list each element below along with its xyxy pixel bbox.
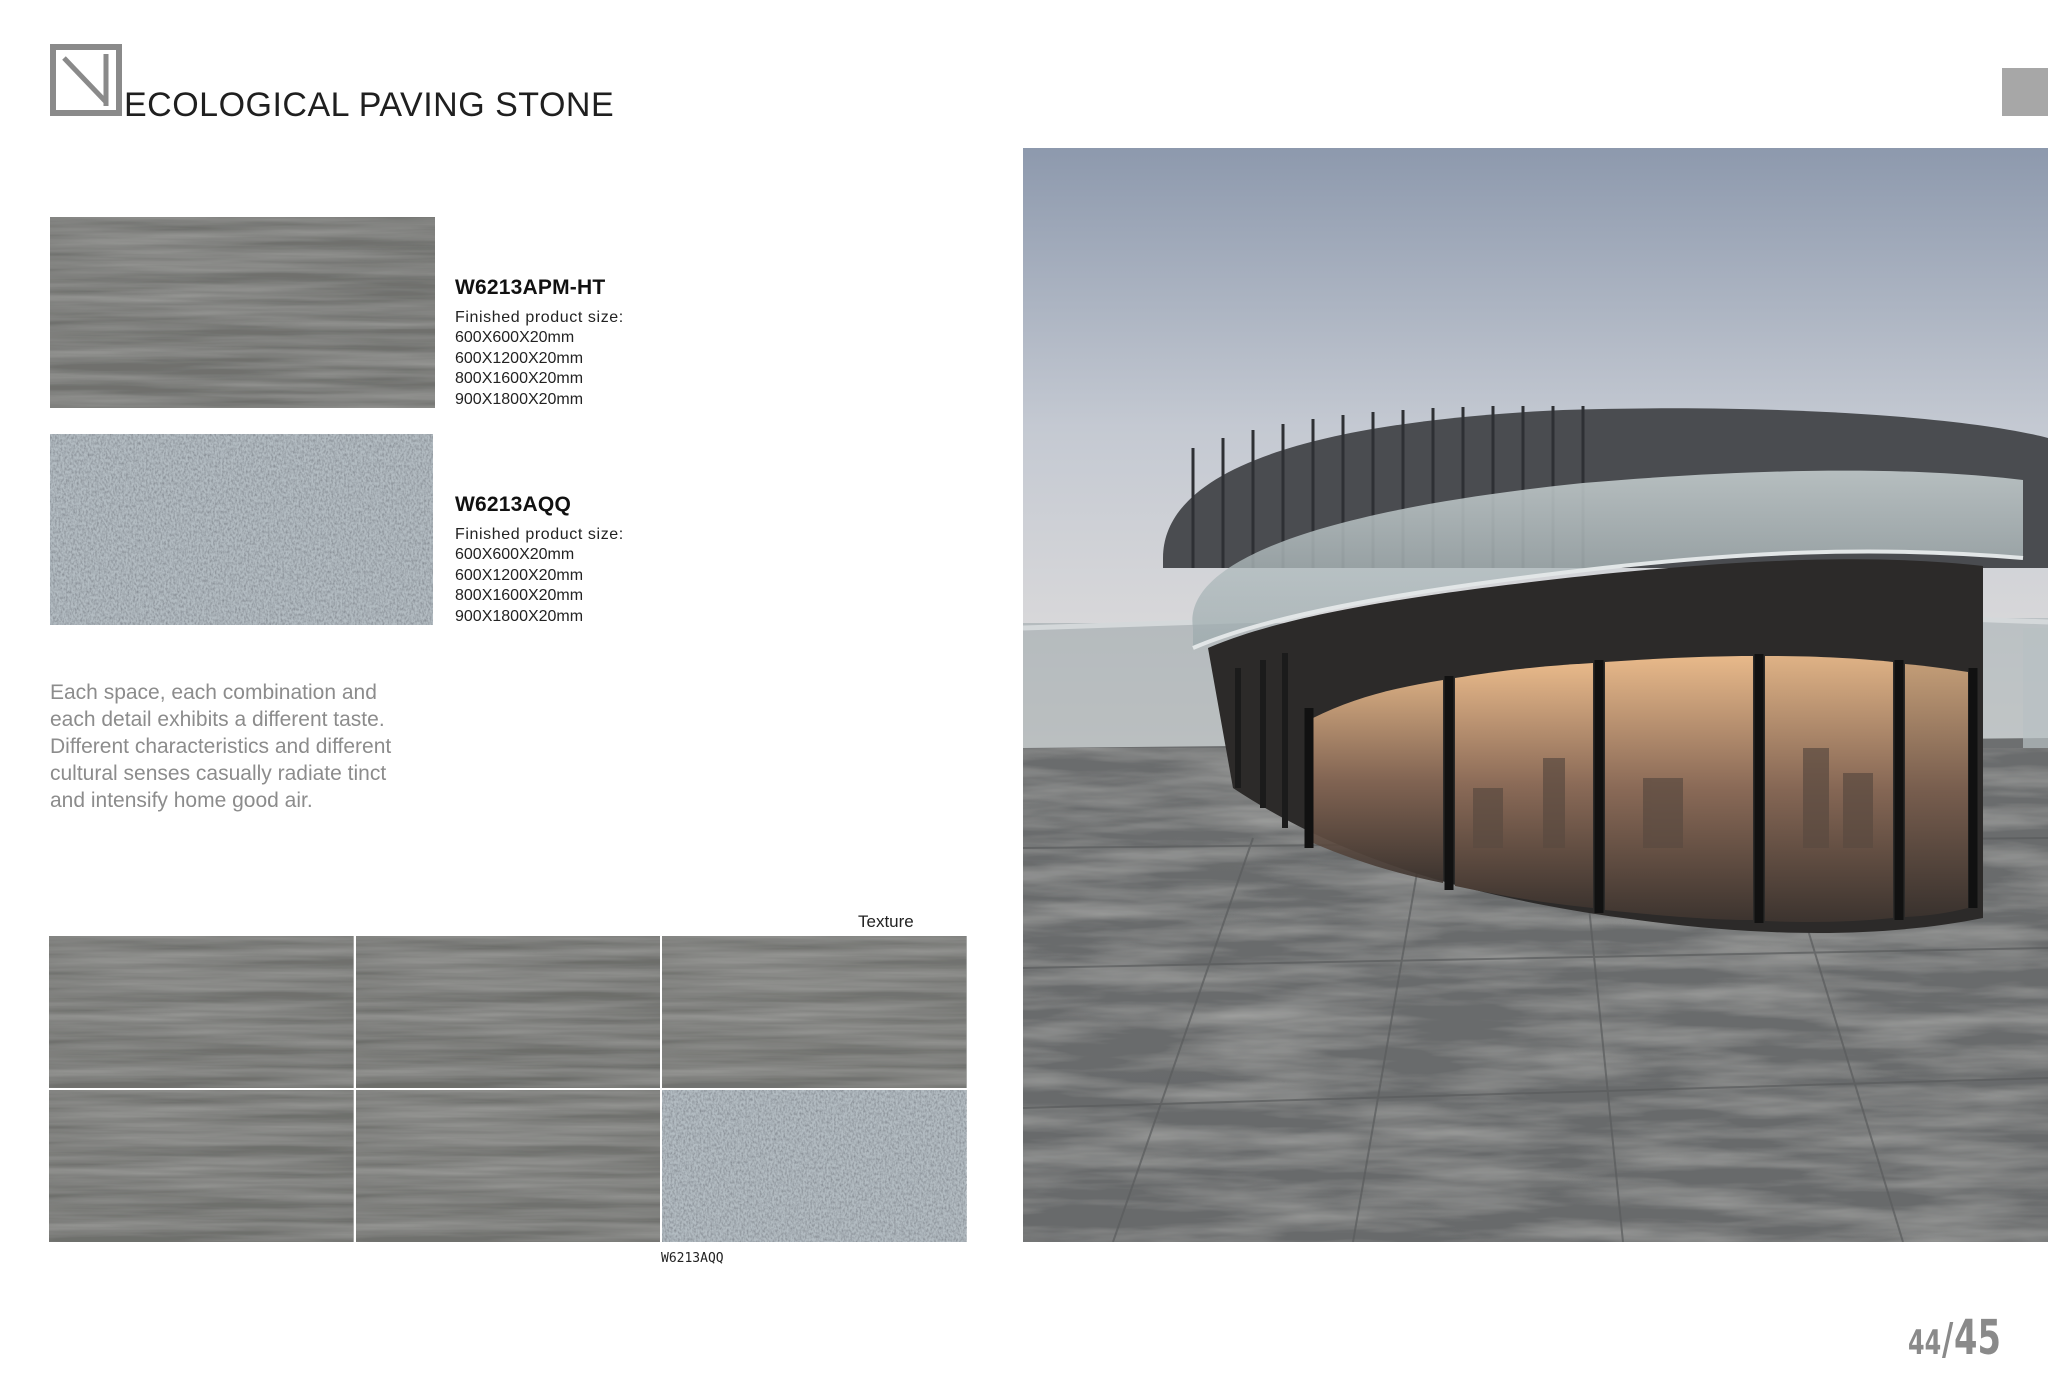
size-label: Finished product size: [455,309,624,326]
swatch-w6213apm-ht [50,217,435,408]
size-item: 800X1600X20mm [455,587,584,604]
texture-tile-light [662,1090,967,1242]
description [50,679,450,814]
size-item: 900X1800X20mm [455,390,584,408]
page-title: ECOLOGICAL PAVING STONE [124,86,615,124]
page-number-separator: / [1941,1314,1954,1365]
description-line: and intensify home good air. [50,789,313,812]
texture-tile-grey [49,936,354,1088]
n-square-logo-icon [50,44,122,116]
product-w6213aqq [455,493,755,627]
texture-tile-grey [662,936,967,1088]
size-item: 600X600X20mm [455,546,575,563]
size-item: 900X1800X20mm [455,607,584,625]
product-w6213apm-ht [455,276,755,410]
page-number [1908,1310,2001,1366]
size-item: 800X1600X20mm [455,370,584,387]
size-label: Finished product size: [455,526,624,543]
size-item: 600X1200X20mm [455,349,584,367]
texture-tile-grey [49,1090,354,1242]
texture-tile-grey [356,1090,661,1242]
rooftop-pavilion-photo [1023,148,2048,1242]
product-code: W6213AQQ [455,493,571,516]
description-line: each detail exhibits a different taste. [50,708,385,731]
size-item: 600X1200X20mm [455,566,584,584]
description-line: cultural senses casually radiate tinct [50,762,387,785]
product-code: W6213APM-HT [455,276,606,299]
size-item: 600X600X20mm [455,329,575,346]
page-number-left: 44 [1908,1323,1942,1363]
texture-label: Texture [858,912,914,931]
texture-caption: W6213AQQ [661,1251,724,1266]
description-line: Each space, each combination and [50,681,377,704]
description-line: Different characteristics and different [50,735,392,758]
texture-grid [49,936,967,1242]
texture-tile-grey [356,936,661,1088]
corner-tab [2002,68,2048,116]
page-number-right: 45 [1954,1310,2001,1366]
swatch-w6213aqq [50,434,433,625]
